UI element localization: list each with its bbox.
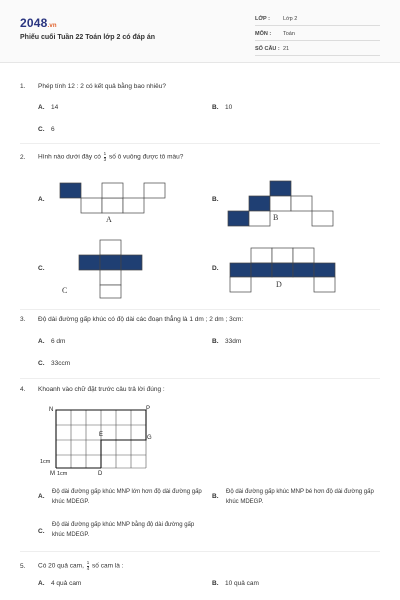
point-label-d: D (98, 471, 103, 477)
figure-c (58, 238, 148, 300)
option-text: 10 (225, 104, 233, 111)
point-label-n: N (49, 407, 54, 413)
q2-option-a[interactable] (38, 196, 51, 203)
option-text: 14 (51, 104, 59, 111)
unit-label-left: 1cm (40, 459, 51, 465)
point-label-g: G (147, 435, 152, 441)
logo-text: 2048 (20, 16, 48, 30)
figure-a (58, 181, 168, 227)
meta-class (255, 14, 380, 26)
empty-square (251, 248, 272, 263)
grid-figure (36, 400, 161, 480)
empty-square (270, 196, 291, 211)
q5-option-a[interactable] (38, 580, 81, 587)
option-letter: B. (212, 196, 219, 203)
filled-square (249, 196, 270, 211)
meta-label: MÔN : (255, 31, 272, 37)
question-2 (20, 152, 183, 162)
filled-square (100, 255, 121, 270)
filled-square (293, 263, 314, 277)
unit-label-bottom: 1cm (57, 471, 68, 477)
meta-subject (255, 29, 380, 41)
meta-value: Lớp 2 (283, 16, 298, 22)
empty-square (312, 211, 333, 226)
empty-square (100, 285, 121, 298)
figure-label: C (62, 286, 68, 295)
q2-option-b[interactable] (212, 196, 225, 203)
question-number: 5. (20, 562, 26, 570)
meta-value: 21 (283, 46, 290, 52)
figure-b (226, 179, 338, 227)
filled-square (251, 263, 272, 277)
question-5 (20, 561, 123, 571)
fraction (87, 561, 90, 571)
question-3 (20, 316, 243, 323)
point-label-m: M (50, 471, 55, 477)
meta-label: LỚP : (255, 16, 270, 22)
meta-label: SỐ CÂU : (255, 46, 280, 52)
filled-square (228, 211, 249, 226)
site-logo[interactable] (20, 16, 57, 30)
option-letter: B. (212, 493, 219, 500)
empty-square (293, 248, 314, 263)
figure-d (228, 246, 340, 296)
figure-label: B (273, 213, 279, 222)
figure-label: D (276, 280, 282, 289)
empty-square (314, 277, 335, 292)
fraction-denominator: 3 (103, 156, 107, 162)
q1-option-b[interactable] (212, 104, 232, 111)
option-letter: B. (212, 338, 219, 345)
empty-square (291, 196, 312, 211)
option-letter: A. (38, 196, 45, 203)
option-text: 33dm (225, 338, 242, 345)
option-letter: A. (38, 580, 45, 587)
option-letter: B. (212, 104, 219, 111)
q4-option-b-letter[interactable] (212, 493, 225, 500)
option-letter: A. (38, 493, 45, 500)
empty-square (102, 198, 123, 213)
divider (20, 378, 380, 379)
option-text: 4 quả cam (51, 580, 82, 587)
question-4 (20, 386, 165, 393)
q4-option-a-letter[interactable] (38, 493, 51, 500)
question-text: số cam là : (92, 562, 124, 570)
option-letter: C. (38, 360, 45, 367)
option-letter: B. (212, 580, 219, 587)
filled-square (121, 255, 142, 270)
question-text: Phép tính 12 : 2 có kết quả bằng bao nhiêu? (38, 83, 166, 90)
filled-square (79, 255, 100, 270)
question-text: Có 20 quả cam, (38, 562, 84, 570)
option-letter: D. (212, 265, 219, 272)
fraction-denominator: 4 (86, 565, 90, 571)
option-text: 10 quả cam (225, 580, 259, 587)
q2-option-d[interactable] (212, 265, 225, 272)
option-text: 6 (51, 126, 55, 133)
empty-square (249, 211, 270, 226)
empty-square (102, 183, 123, 198)
question-text: Hình nào dưới đây có (38, 153, 101, 161)
q2-option-c[interactable] (38, 265, 51, 272)
fraction (104, 152, 107, 162)
divider (20, 143, 380, 144)
q4-option-a[interactable]: Độ dài đường gấp khúc MNP lớn hơn độ dài đường gấp khúc MDEGP. (52, 489, 202, 505)
empty-square (81, 198, 102, 213)
point-label-e: E (99, 432, 104, 438)
filled-square (230, 263, 251, 277)
filled-square (60, 183, 81, 198)
q3-option-c[interactable] (38, 360, 70, 367)
document-header (0, 0, 400, 63)
worksheet-title: Phiếu cuối Tuần 22 Toán lớp 2 có đáp án (20, 34, 156, 41)
q1-option-c[interactable] (38, 126, 55, 133)
filled-square (314, 263, 335, 277)
empty-square (100, 270, 121, 285)
question-number: 4. (20, 386, 26, 393)
q4-option-c[interactable]: Độ dài đường gấp khúc MNP bằng độ dài đường gấp khúc MDEGP. (52, 522, 195, 538)
question-1 (20, 83, 166, 90)
empty-square (272, 248, 293, 263)
q4-option-c-letter[interactable] (38, 528, 51, 535)
fraction-numerator: 1 (103, 151, 107, 156)
option-letter: C. (38, 265, 45, 272)
q4-option-b[interactable]: Độ dài đường gấp khúc MNP bé hơn độ dài đường gấp khúc MDEGP. (226, 489, 374, 505)
figure-label: A (106, 215, 112, 224)
question-number: 1. (20, 83, 26, 90)
option-letter: C. (38, 126, 45, 133)
empty-square (123, 198, 144, 213)
option-letter: A. (38, 338, 45, 345)
empty-square (230, 277, 251, 292)
option-letter: C. (38, 528, 45, 535)
meta-value: Toán (283, 31, 295, 37)
q3-option-a[interactable] (38, 338, 65, 345)
question-number: 3. (20, 316, 26, 323)
question-number: 2. (20, 153, 26, 161)
question-text: số ô vuông được tô màu? (108, 153, 184, 161)
filled-square (270, 181, 291, 196)
divider (20, 551, 380, 552)
divider (20, 309, 380, 310)
empty-square (100, 240, 121, 255)
empty-square (144, 183, 165, 198)
question-text: Độ dài đường gấp khúc có độ dài các đoạn thẳng là 1 dm ; 2 dm ; 3cm: (38, 316, 244, 323)
q1-option-a[interactable] (38, 104, 58, 111)
meta-question-count (255, 44, 380, 56)
option-text: 6 dm (51, 338, 66, 345)
point-label-p: P (146, 406, 151, 412)
q3-option-b[interactable] (212, 338, 241, 345)
filled-square (272, 263, 293, 277)
option-text: 33ccm (51, 360, 71, 367)
logo-suffix: .vn (47, 23, 57, 29)
q5-option-b[interactable] (212, 580, 259, 587)
fraction-numerator: 1 (86, 560, 90, 565)
question-text: Khoanh vào chữ đặt trước câu trả lời đúng : (38, 386, 165, 393)
option-letter: A. (38, 104, 45, 111)
